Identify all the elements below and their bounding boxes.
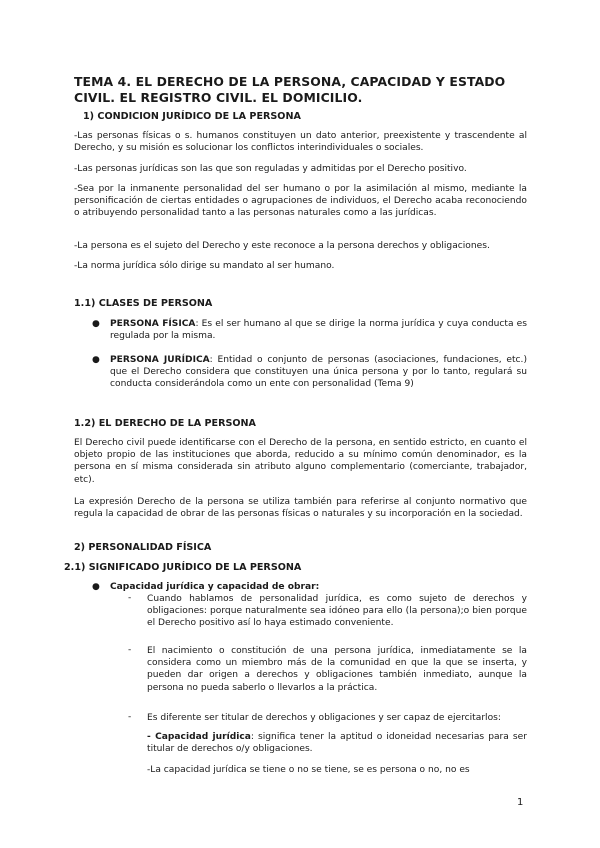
list-item (110, 354, 527, 391)
dash-marker: - (128, 593, 132, 603)
section-2-1-heading: 2.1) SIGNIFICADO JURÍDICO DE LA PERSONA (64, 562, 302, 573)
list-item: Cuando hablamos de personalidad jurídica, es como sujeto de derechos y obligaciones: porque naturalmente sea idóneo para ello (la persona);o bien porque el Derecho positivo así lo haya estimado conveniente. (147, 594, 527, 629)
paragraph: -La capacidad jurídica se tiene o no se tiene, se es persona o no, no es (147, 765, 470, 775)
section-2-heading: 2) PERSONALIDAD FÍSICA (74, 542, 212, 553)
page-number: 1 (517, 797, 524, 808)
term: PERSONA JURÍDICA (110, 355, 210, 365)
definition: : Es el ser humano al que se dirige la norma jurídica y cuya conducta es regulada por la misma. (110, 319, 527, 342)
section-1-2-heading: 1.2) EL DERECHO DE LA PERSONA (74, 418, 256, 429)
section-1-heading: 1) CONDICION JURÍDICO DE LA PERSONA (83, 111, 301, 122)
dash-marker: - (128, 645, 132, 655)
paragraph: -La persona es el sujeto del Derecho y este reconoce a la persona derechos y obligaciones. (74, 241, 490, 251)
list-item (110, 318, 527, 342)
bullet-icon: ● (92, 355, 100, 365)
paragraph: -Sea por la inmanente personalidad del ser humano o por la asimilación al mismo, mediante la personificación de ciertas entidades o agrupaciones de individuos, el Derecho acaba reconociendo o atribuyendo personalidad tanto a las personas naturales como a las jurídicas. (74, 184, 527, 219)
bullet-icon: ● (92, 582, 100, 592)
paragraph: El Derecho civil puede identificarse con el Derecho de la persona, en sentido estricto, en cuanto el objeto propio de las instituciones que aborda, reducido a su mínimo común denominador, es la persona en sí misma considerada sin atributo alguno complementario (comerciante, trabajador, etc). (74, 438, 527, 485)
paragraph: -La norma jurídica sólo dirige su mandato al ser humano. (74, 261, 335, 271)
document-title: TEMA 4. EL DERECHO DE LA PERSONA, CAPACIDAD Y ESTADO CIVIL. EL REGISTRO CIVIL. EL DOMICILIO. (74, 74, 506, 105)
list-item: Es diferente ser titular de derechos y obligaciones y ser capaz de ejercitarlos: (147, 713, 501, 723)
paragraph: -Las personas físicas o s. humanos constituyen un dato anterior, preexistente y trascendente al Derecho, y su misión es solucionar los conflictos interindividuales o sociales. (74, 131, 527, 154)
list-item: El nacimiento o constitución de una persona jurídica, inmediatamente se la considera como un miembro más de la comunidad en que la que se inserta, y pueden dar origen a derechos y obligaciones también inmediato, aunque la persona no pueda saberlo o llevarlos a la práctica. (147, 646, 527, 693)
section-1-1-heading: 1.1) CLASES DE PERSONA (74, 298, 213, 309)
definition: : significa tener la aptitud o idoneidad necesarias para ser titular de derechos o/y obligaciones. (147, 732, 527, 755)
term: - Capacidad jurídica (147, 732, 251, 742)
sub-item (147, 731, 527, 755)
bullet-heading: Capacidad jurídica y capacidad de obrar: (110, 582, 320, 592)
paragraph: -Las personas jurídicas son las que son reguladas y admitidas por el Derecho positivo. (74, 164, 467, 174)
dash-marker: - (128, 712, 132, 722)
definition: : Entidad o conjunto de personas (asociaciones, fundaciones, etc.) que el Derecho considera que constituyen una única persona y por lo tanto, regulará su conducta considerándola como un ente con personalidad (Tema 9) (110, 355, 527, 390)
term: PERSONA FÍSICA (110, 319, 196, 329)
bullet-icon: ● (92, 319, 100, 329)
paragraph: La expresión Derecho de la persona se utiliza también para referirse al conjunto normativo que regula la capacidad de obrar de las personas físicas o naturales y su incorporación en la sociedad. (74, 497, 527, 520)
